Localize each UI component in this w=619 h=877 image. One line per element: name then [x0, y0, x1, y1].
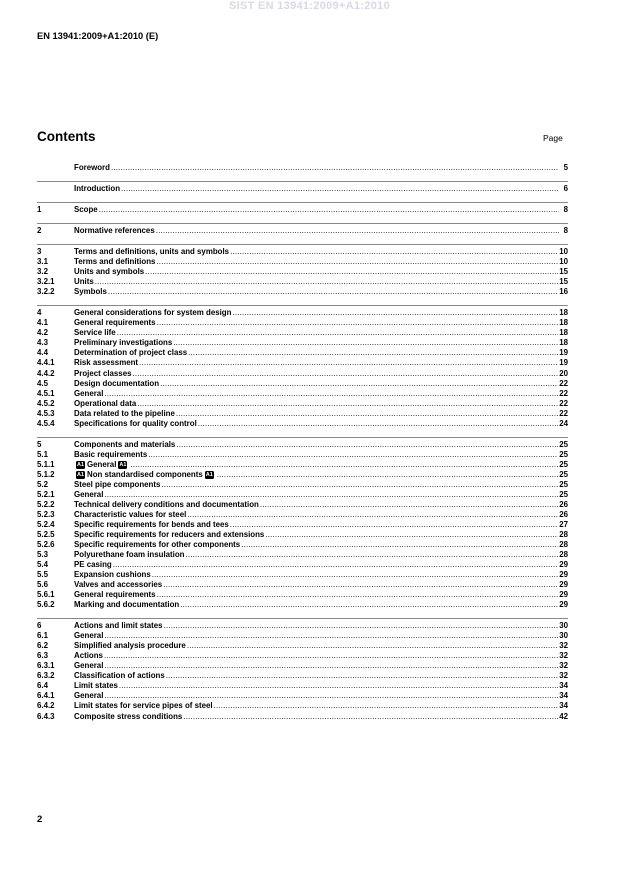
toc-leader-dots [230, 247, 558, 257]
toc-entry-page: 34 [559, 701, 568, 711]
toc-leader-dots [161, 480, 558, 490]
toc-entry-title-text: Units [74, 277, 94, 287]
toc-entry-number: 4.3 [37, 338, 48, 348]
toc-entry-title [74, 409, 175, 419]
toc-entry-title [74, 480, 160, 490]
toc-entry-number: 4.4.1 [37, 358, 55, 368]
toc-entry-title-text: Specifications for quality control [74, 418, 197, 428]
toc-entry-title [74, 540, 240, 550]
toc-leader-dots [176, 409, 558, 419]
toc-entry-title-text: General [74, 661, 104, 671]
toc-entry[interactable] [37, 287, 568, 297]
toc-leader-dots [121, 184, 559, 194]
toc-leader-dots [176, 440, 558, 450]
toc-entry-title-text: Scope [74, 205, 98, 215]
toc-entry-number: 3.2.2 [37, 287, 55, 297]
toc-leader-dots [132, 369, 558, 379]
toc-leader-dots [104, 631, 558, 641]
toc-entry-title [74, 691, 103, 701]
toc-entry-page: 22 [559, 408, 568, 418]
toc-entry-number: 5.1.2 [37, 469, 55, 479]
table-of-contents [37, 163, 568, 722]
toc-entry-title-text: Actions and limit states [74, 621, 163, 631]
toc-entry-title-text: Basic requirements [74, 449, 148, 459]
toc-entry-title-text: Non standardised components [87, 469, 203, 479]
toc-entry-number: 5.1.1 [37, 459, 55, 469]
toc-entry-title [74, 490, 103, 500]
toc-entry-number: 5.3 [37, 550, 48, 560]
toc-entry-title-text: General [74, 388, 104, 398]
toc-entry[interactable] [37, 257, 568, 267]
toc-entry[interactable] [37, 348, 568, 358]
toc-entry-title [74, 600, 179, 610]
toc-entry[interactable] [37, 651, 568, 661]
toc-leader-dots [152, 570, 558, 580]
toc-leader-dots [108, 287, 558, 297]
toc-entry-title [74, 590, 156, 600]
toc-entry-number: 5.2.2 [37, 499, 55, 509]
toc-entry[interactable] [37, 450, 568, 460]
toc-leader-dots [139, 358, 558, 368]
toc-entry[interactable] [37, 267, 568, 277]
toc-entry-title [74, 226, 155, 236]
toc-entry-page: 25 [559, 479, 568, 489]
toc-entry-number: 4.5.1 [37, 388, 55, 398]
toc-entry-title-text: General [74, 691, 104, 701]
toc-entry-number: 3.1 [37, 257, 48, 267]
toc-entry-title-text: Actions [74, 651, 103, 661]
toc-entry[interactable] [37, 470, 568, 480]
toc-leader-dots [217, 470, 558, 480]
toc-entry-page: 18 [559, 308, 568, 318]
toc-entry-page: 30 [559, 621, 568, 631]
toc-leader-dots [104, 490, 558, 500]
amendment-start-mark-icon: A1 [76, 471, 85, 478]
toc-entry[interactable] [37, 480, 568, 490]
toc-entry-page: 10 [559, 247, 568, 257]
toc-entry-title-text: General [87, 459, 117, 469]
toc-entry-page: 32 [559, 661, 568, 671]
toc-entry-number: 5.2 [37, 479, 48, 489]
toc-entry[interactable] [37, 618, 568, 631]
amendment-end-mark-icon: A1 [119, 461, 127, 468]
toc-entry-page: 32 [559, 651, 568, 661]
toc-entry-title [74, 338, 172, 348]
toc-entry-number: 5.6.2 [37, 600, 55, 610]
toc-entry-title [74, 570, 151, 580]
toc-entry-number: 3 [37, 247, 42, 257]
toc-entry-number: 6.4.1 [37, 691, 55, 701]
toc-entry-number: 3.2 [37, 267, 48, 277]
toc-entry-page: 25 [559, 489, 568, 499]
toc-leader-dots [156, 257, 558, 267]
toc-entry-title-text: Limit states for service pipes of steel [74, 701, 213, 711]
toc-entry-title [74, 399, 136, 409]
toc-entry-title [74, 369, 131, 379]
toc-entry-number: 4 [37, 308, 42, 318]
toc-entry[interactable] [37, 181, 568, 194]
toc-entry-page: 28 [559, 550, 568, 560]
toc-entry-page: 15 [559, 267, 568, 277]
toc-entry-page: 29 [559, 560, 568, 570]
toc-entry-title [74, 379, 159, 389]
toc-entry[interactable] [37, 631, 568, 641]
toc-entry-title-text: Composite stress conditions [74, 711, 183, 721]
toc-entry-title [74, 520, 229, 530]
toc-entry-number: 5.2.1 [37, 489, 55, 499]
toc-entry-page: 34 [559, 681, 568, 691]
toc-entry-page: 27 [559, 519, 568, 529]
toc-entry-number: 4.5.2 [37, 398, 55, 408]
watermark: SIST EN 13941:2009+A1:2010 [229, 0, 390, 12]
toc-entry[interactable] [37, 520, 568, 530]
toc-entry-title [74, 580, 162, 590]
toc-entry[interactable] [37, 560, 568, 570]
toc-leader-dots [180, 600, 558, 610]
toc-entry-title-text: General requirements [74, 590, 156, 600]
toc-entry-title [74, 358, 138, 368]
toc-entry-page: 32 [559, 671, 568, 681]
toc-leader-dots [111, 163, 559, 173]
toc-entry-title [74, 560, 112, 570]
toc-entry-title-text: Classification of actions [74, 671, 165, 681]
toc-entry-page: 25 [559, 459, 568, 469]
toc-entry-title-text: General considerations for system design [74, 308, 232, 318]
toc-leader-dots [104, 651, 558, 661]
toc-entry[interactable] [37, 437, 568, 450]
toc-entry-page: 8 [563, 205, 568, 215]
toc-leader-dots [113, 560, 559, 570]
toc-entry[interactable] [37, 379, 568, 389]
toc-entry-page: 6 [563, 184, 568, 194]
toc-entry-title [74, 510, 186, 520]
toc-entry-title [74, 500, 259, 510]
toc-entry-page: 18 [559, 318, 568, 328]
toc-leader-dots [156, 226, 559, 236]
toc-entry-number: 6.2 [37, 641, 48, 651]
toc-entry-page: 10 [559, 257, 568, 267]
page-column-header: Page [543, 133, 563, 143]
toc-entry-title [74, 550, 184, 560]
toc-leader-dots [260, 500, 558, 510]
toc-entry[interactable] [37, 540, 568, 550]
toc-entry-number: 4.5.3 [37, 408, 55, 418]
toc-entry-page: 18 [559, 338, 568, 348]
toc-leader-dots [163, 580, 558, 590]
toc-entry-page: 32 [559, 641, 568, 651]
toc-entry[interactable] [37, 460, 568, 470]
toc-entry[interactable] [37, 419, 568, 429]
toc-entry-title [74, 450, 147, 460]
toc-leader-dots [145, 267, 558, 277]
toc-entry-page: 19 [559, 358, 568, 368]
toc-entry-page: 29 [559, 570, 568, 580]
toc-entry-page: 30 [559, 631, 568, 641]
toc-entry-page: 26 [559, 499, 568, 509]
toc-entry-number: 6.3.2 [37, 671, 55, 681]
toc-leader-dots [160, 379, 558, 389]
toc-entry[interactable] [37, 681, 568, 691]
toc-entry-title-text: Technical delivery conditions and documentation [74, 499, 259, 509]
toc-entry-number: 1 [37, 205, 42, 215]
toc-leader-dots [157, 590, 559, 600]
toc-entry-page: 22 [559, 378, 568, 388]
toc-entry-title-text: Specific requirements for other components [74, 540, 241, 549]
toc-entry-title-text: Risk assessment [74, 358, 139, 368]
toc-leader-dots [157, 318, 559, 328]
toc-leader-dots [166, 671, 558, 681]
toc-entry-number: 5.5 [37, 570, 48, 580]
toc-leader-dots [187, 641, 558, 651]
toc-entry-title-text: Operational data [74, 398, 137, 408]
toc-entry-number: 3.2.1 [37, 277, 55, 287]
toc-entry-number: 4.5 [37, 378, 48, 388]
toc-entry-title-text: General [74, 489, 104, 499]
toc-entry[interactable] [37, 600, 568, 610]
toc-entry-title-text: Simplified analysis procedure [74, 641, 186, 651]
toc-entry-page: 19 [559, 348, 568, 358]
contents-heading: Contents [37, 129, 96, 144]
toc-entry-page: 25 [559, 439, 568, 449]
toc-entry-title [74, 419, 197, 429]
toc-entry-number: 5.1 [37, 449, 48, 459]
toc-entry-page: 34 [559, 691, 568, 701]
toc-entry[interactable] [37, 691, 568, 701]
toc-entry-number: 6.4 [37, 681, 48, 691]
toc-entry-title [74, 631, 103, 641]
toc-entry-title [74, 460, 129, 470]
toc-entry[interactable] [37, 570, 568, 580]
toc-entry-number: 5.4 [37, 560, 48, 570]
toc-entry[interactable] [37, 661, 568, 671]
toc-entry-title [74, 163, 110, 173]
toc-entry-title [74, 530, 264, 540]
toc-entry-title-text: Components and materials [74, 439, 176, 449]
toc-leader-dots [104, 389, 558, 399]
toc-entry-number: 6.3.1 [37, 661, 55, 671]
toc-entry-title [74, 712, 182, 722]
toc-leader-dots [104, 661, 558, 671]
toc-entry-page: 15 [559, 277, 568, 287]
toc-entry-page: 25 [559, 469, 568, 479]
document-identifier: EN 13941:2009+A1:2010 (E) [37, 31, 159, 41]
toc-entry-page: 24 [559, 418, 568, 428]
toc-entry-number: 6.3 [37, 651, 48, 661]
toc-entry-title-text: General [74, 631, 104, 641]
toc-leader-dots [185, 550, 558, 560]
toc-entry-title-text: Normative references [74, 226, 155, 236]
toc-leader-dots [232, 308, 558, 318]
toc-entry-title [74, 440, 175, 450]
toc-entry-title-text: Terms and definitions [74, 257, 156, 267]
toc-entry-title-text: Preliminary investigations [74, 338, 173, 348]
toc-entry-page: 5 [563, 163, 568, 173]
toc-leader-dots [198, 419, 558, 429]
toc-entry-title [74, 257, 155, 267]
toc-entry[interactable] [37, 338, 568, 348]
toc-entry-title-text: Determination of project class [74, 348, 188, 358]
toc-entry-number: 5.6 [37, 580, 48, 590]
toc-entry-number: 5.6.1 [37, 590, 55, 600]
toc-leader-dots [117, 328, 559, 338]
toc-entry-title [74, 348, 187, 358]
toc-entry-title [74, 247, 229, 257]
toc-entry[interactable] [37, 530, 568, 540]
toc-entry-page: 16 [559, 287, 568, 297]
toc-entry-title [74, 701, 213, 711]
toc-entry-number: 4.1 [37, 318, 48, 328]
toc-entry[interactable] [37, 202, 568, 215]
toc-entry-title-text: Marking and documentation [74, 600, 180, 610]
toc-entry[interactable] [37, 318, 568, 328]
toc-entry-title [74, 287, 107, 297]
toc-entry-page: 29 [559, 590, 568, 600]
toc-entry[interactable] [37, 590, 568, 600]
toc-leader-dots [214, 701, 559, 711]
amendment-end-mark-icon: A1 [205, 471, 213, 478]
amendment-start-mark-icon: A1 [76, 461, 85, 468]
toc-entry-number: 5.2.5 [37, 529, 55, 539]
toc-entry-title-text: Service life [74, 328, 116, 338]
toc-entry-number: 6.4.2 [37, 701, 55, 711]
toc-entry-title [74, 681, 118, 691]
toc-entry[interactable] [37, 500, 568, 510]
toc-entry-title-text: Specific requirements for bends and tees [74, 519, 229, 529]
toc-entry-title-text: Introduction [74, 184, 121, 194]
toc-entry-title-text: Symbols [74, 287, 107, 297]
toc-entry[interactable] [37, 244, 568, 257]
toc-leader-dots [164, 621, 559, 631]
toc-entry[interactable] [37, 277, 568, 287]
toc-entry[interactable] [37, 671, 568, 681]
toc-entry[interactable] [37, 305, 568, 318]
toc-entry-title [74, 318, 156, 328]
toc-entry-number: 5.2.4 [37, 519, 55, 529]
toc-entry-page: 25 [559, 449, 568, 459]
toc-entry-number: 5.2.3 [37, 509, 55, 519]
toc-entry[interactable] [37, 368, 568, 378]
toc-entry-title [74, 651, 103, 661]
toc-entry[interactable] [37, 701, 568, 711]
toc-entry-title-text: Characteristic values for steel [74, 509, 187, 519]
toc-leader-dots [137, 399, 558, 409]
toc-entry[interactable] [37, 641, 568, 651]
toc-entry-page: 28 [559, 540, 568, 549]
toc-leader-dots [104, 691, 558, 701]
toc-entry-title-text: Design documentation [74, 378, 160, 388]
toc-entry[interactable] [37, 580, 568, 590]
toc-entry-title-text: Valves and accessories [74, 580, 163, 590]
toc-entry-number: 4.4.2 [37, 368, 55, 378]
toc-entry-page: 8 [563, 226, 568, 236]
toc-entry-number: 5 [37, 439, 42, 449]
toc-entry-number: 4.2 [37, 328, 48, 338]
toc-entry[interactable] [37, 711, 568, 721]
toc-entry-title-text: Units and symbols [74, 267, 145, 277]
toc-leader-dots [187, 510, 558, 520]
toc-entry-number: 6 [37, 621, 42, 631]
toc-entry[interactable] [37, 163, 568, 173]
toc-entry-page: 20 [559, 368, 568, 378]
toc-entry-page: 22 [559, 388, 568, 398]
toc-entry-page: 42 [559, 711, 568, 721]
toc-leader-dots [265, 530, 558, 540]
toc-leader-dots [241, 540, 558, 550]
toc-entry-title [74, 389, 103, 399]
toc-leader-dots [130, 460, 558, 470]
toc-entry[interactable] [37, 389, 568, 399]
toc-entry-title-text: Terms and definitions, units and symbols [74, 247, 230, 257]
toc-entry-title [74, 308, 231, 318]
page-number: 2 [37, 814, 43, 825]
toc-entry-title [74, 470, 216, 480]
toc-leader-dots [119, 681, 558, 691]
toc-entry-title-text: Foreword [74, 163, 110, 173]
toc-entry-page: 26 [559, 509, 568, 519]
toc-leader-dots [148, 450, 558, 460]
toc-entry-title [74, 184, 120, 194]
toc-entry-number: 4.4 [37, 348, 48, 358]
toc-entry-title-text: Steel pipe components [74, 479, 161, 489]
toc-entry[interactable] [37, 328, 568, 338]
toc-leader-dots [183, 712, 558, 722]
toc-entry-title [74, 328, 116, 338]
toc-entry[interactable] [37, 223, 568, 236]
toc-entry-title-text: Polyurethane foam insulation [74, 550, 185, 560]
toc-leader-dots [99, 205, 559, 215]
toc-entry-page: 29 [559, 580, 568, 590]
toc-entry-title-text: Project classes [74, 368, 132, 378]
toc-entry-title [74, 205, 98, 215]
toc-entry[interactable] [37, 409, 568, 419]
toc-entry-title [74, 277, 94, 287]
toc-entry-page: 28 [559, 529, 568, 539]
toc-entry-page: 18 [559, 328, 568, 338]
toc-entry-title-text: General requirements [74, 318, 156, 328]
toc-entry-title [74, 671, 165, 681]
toc-entry-page: 29 [559, 600, 568, 610]
toc-entry-title-text: PE casing [74, 560, 112, 570]
toc-entry-number: 5.2.6 [37, 540, 55, 549]
toc-entry-title [74, 641, 186, 651]
toc-entry[interactable] [37, 490, 568, 500]
toc-entry[interactable] [37, 399, 568, 409]
toc-entry-number: 6.1 [37, 631, 48, 641]
toc-entry-number: 4.5.4 [37, 418, 55, 428]
toc-leader-dots [173, 338, 558, 348]
toc-entry-title-text: Specific requirements for reducers and extensions [74, 529, 265, 539]
toc-leader-dots [188, 348, 558, 358]
toc-entry-title-text: Data related to the pipeline [74, 408, 175, 418]
toc-entry-page: 22 [559, 398, 568, 408]
toc-entry-number: 2 [37, 226, 42, 236]
toc-entry[interactable] [37, 550, 568, 560]
toc-entry-title-text: Expansion cushions [74, 570, 151, 580]
toc-entry-title [74, 661, 103, 671]
toc-leader-dots [95, 277, 558, 287]
toc-leader-dots [230, 520, 558, 530]
toc-entry[interactable] [37, 358, 568, 368]
toc-entry-title [74, 267, 144, 277]
toc-entry-number: 6.4.3 [37, 711, 55, 721]
toc-entry-title [74, 621, 163, 631]
toc-entry[interactable] [37, 510, 568, 520]
toc-entry-title-text: Limit states [74, 681, 118, 691]
